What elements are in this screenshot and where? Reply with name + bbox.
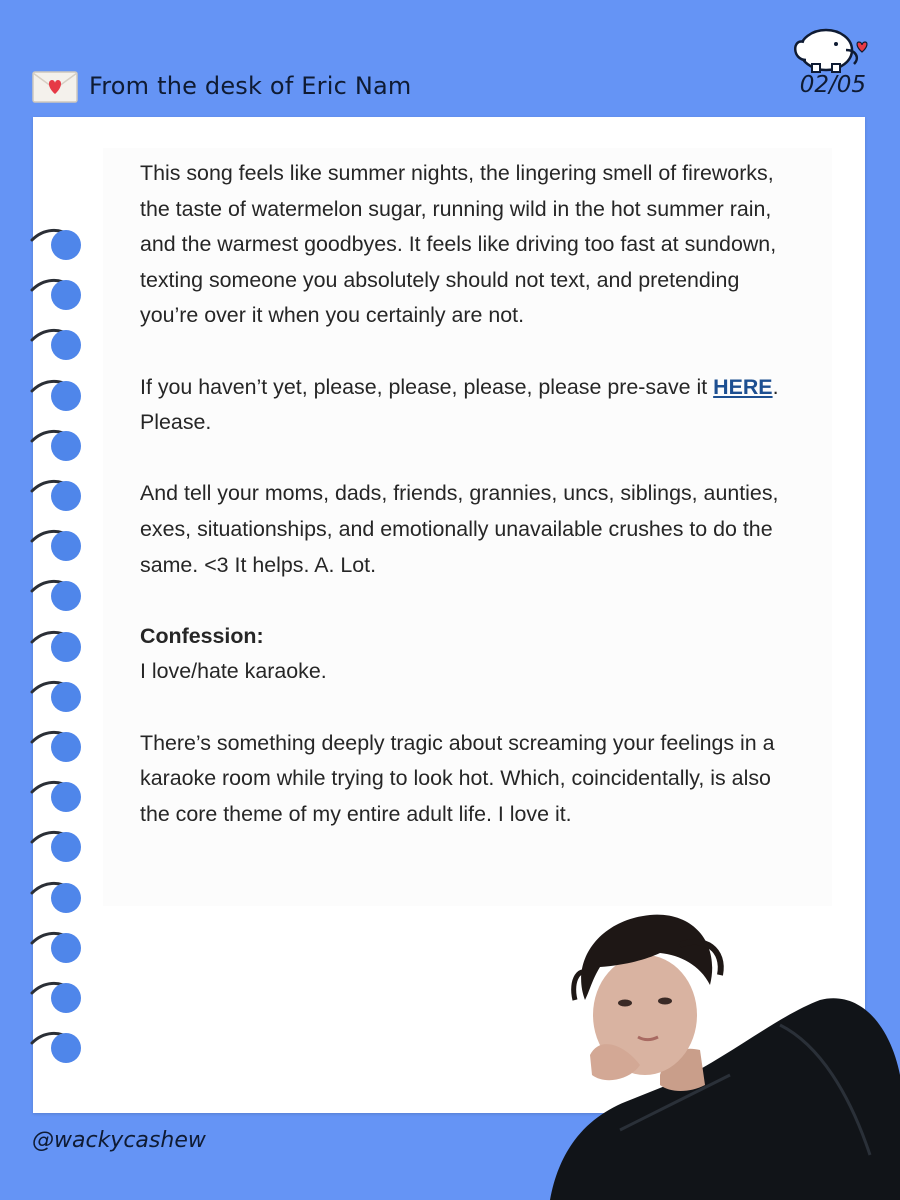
spiral-ring (30, 276, 86, 312)
spiral-ring (30, 678, 86, 714)
paragraph-presave (140, 370, 790, 441)
presave-link[interactable]: HERE (713, 374, 773, 399)
paragraph-karaoke: There’s something deeply tragic about screaming your feelings in a karaoke room while trying to look hot. Which, coincidentally, is also the core theme of my entire adult life. I love it. (140, 730, 775, 826)
header-title: From the desk of Eric Nam (89, 72, 412, 100)
envelope-heart-icon (32, 71, 78, 103)
spiral-ring (30, 1029, 86, 1065)
spiral-ring (30, 226, 86, 262)
spiral-ring (30, 728, 86, 764)
portrait-photo (530, 905, 900, 1200)
letter-header (32, 68, 872, 108)
presave-text-after: . Please. (140, 374, 779, 435)
spiral-ring (30, 477, 86, 513)
confession-text: I love/hate karaoke. (140, 659, 327, 684)
spiral-binding (30, 226, 90, 1076)
spiral-ring (30, 427, 86, 463)
spiral-ring (30, 979, 86, 1015)
spiral-ring (30, 326, 86, 362)
presave-text: If you haven’t yet, please, please, please, please pre-save it (140, 374, 714, 399)
spiral-ring (30, 778, 86, 814)
paragraph-tell-everyone: And tell your moms, dads, friends, grannies, uncs, siblings, aunties, exes, situationships, and emotionally unavailable crushes to do the same. <3 It helps. A. Lot. (140, 481, 779, 577)
confession-heading: Confession: (140, 623, 264, 648)
spiral-ring (30, 377, 86, 413)
elephant-heart-icon (790, 20, 870, 76)
spiral-ring (30, 879, 86, 915)
paragraph-summer: This song feels like summer nights, the lingering smell of fireworks, the taste of watermelon sugar, running wild in the hot summer rain, and the warmest goodbyes. It feels like driving too fast at sundown, texting someone you absolutely should not text, and pretending you’re over it when you certainly are not. (140, 161, 777, 328)
author-handle: @wackycashew (32, 1128, 206, 1153)
confession-block (140, 619, 790, 690)
spiral-ring (30, 527, 86, 563)
page-counter: 02/05 (799, 72, 866, 98)
spiral-ring (30, 828, 86, 864)
letter-body (140, 156, 790, 868)
spiral-ring (30, 929, 86, 965)
spiral-ring (30, 577, 86, 613)
spiral-ring (30, 628, 86, 664)
